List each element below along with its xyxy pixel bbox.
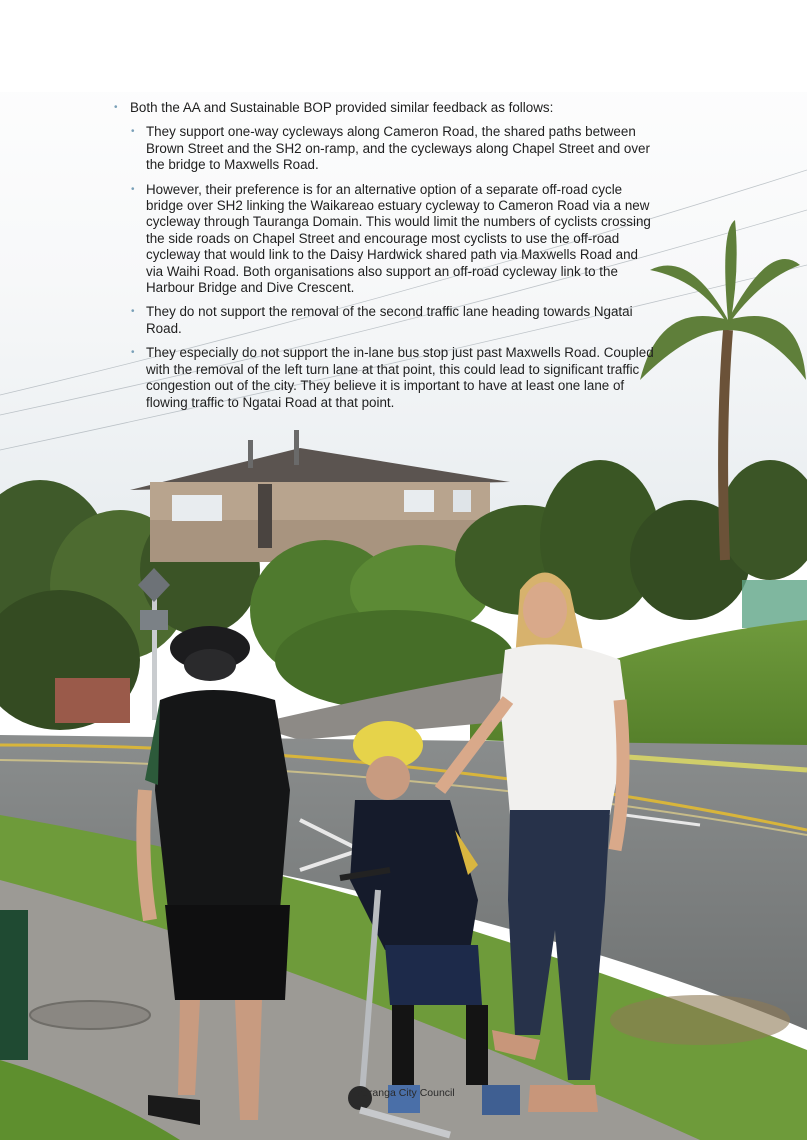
bullet-marker: • [131,306,135,318]
list-item [130,182,654,297]
list-item [130,124,654,173]
feedback-list [114,100,654,411]
point-text: However, their preference is for an alternative option of a separate off-road cycle bridge over SH2 linking the Waikareao estuary cycleway to Cameron Road via a new cycleway through Tauranga Domain. This would limit the numbers of cyclists crossing the side roads on Chapel Street and encourage most cyclists to use the off-road cycleway that would link to the Daisy Hardwick shared path via Maxwells Road and via Waihi Road. Both organisations also support an off-road cycleway link to the Harbour Bridge and Dive Crescent. [146,181,651,296]
point-text: They especially do not support the in-lane bus stop just past Maxwells Road. Coupled with the removal of the left turn lane at that point, this could lead to significant traffic congestion out of the city. They believe it is important to have at least one lane of flowing traffic to Ngatai Road at that point. [146,345,654,410]
bullet-marker: • [114,102,118,113]
point-text: They do not support the removal of the second traffic lane heading towards Ngatai Road. [146,304,633,336]
point-text: They support one-way cycleways along Cameron Road, the shared paths between Brown Street and the SH2 on-ramp, and the cycleways along Chapel Street and over the bridge to Maxwells Road. [146,124,650,173]
list-item-intro [114,100,654,411]
bullet-marker: • [131,183,135,195]
list-item [130,304,654,337]
intro-text: Both the AA and Sustainable BOP provided similar feedback as follows: [130,100,554,115]
list-item [130,345,654,411]
bullet-marker: • [131,126,135,138]
feedback-sublist [130,124,654,411]
bullet-marker: • [131,347,135,359]
feedback-summary [114,100,654,419]
page-footer: Tauranga City Council [352,1087,455,1099]
